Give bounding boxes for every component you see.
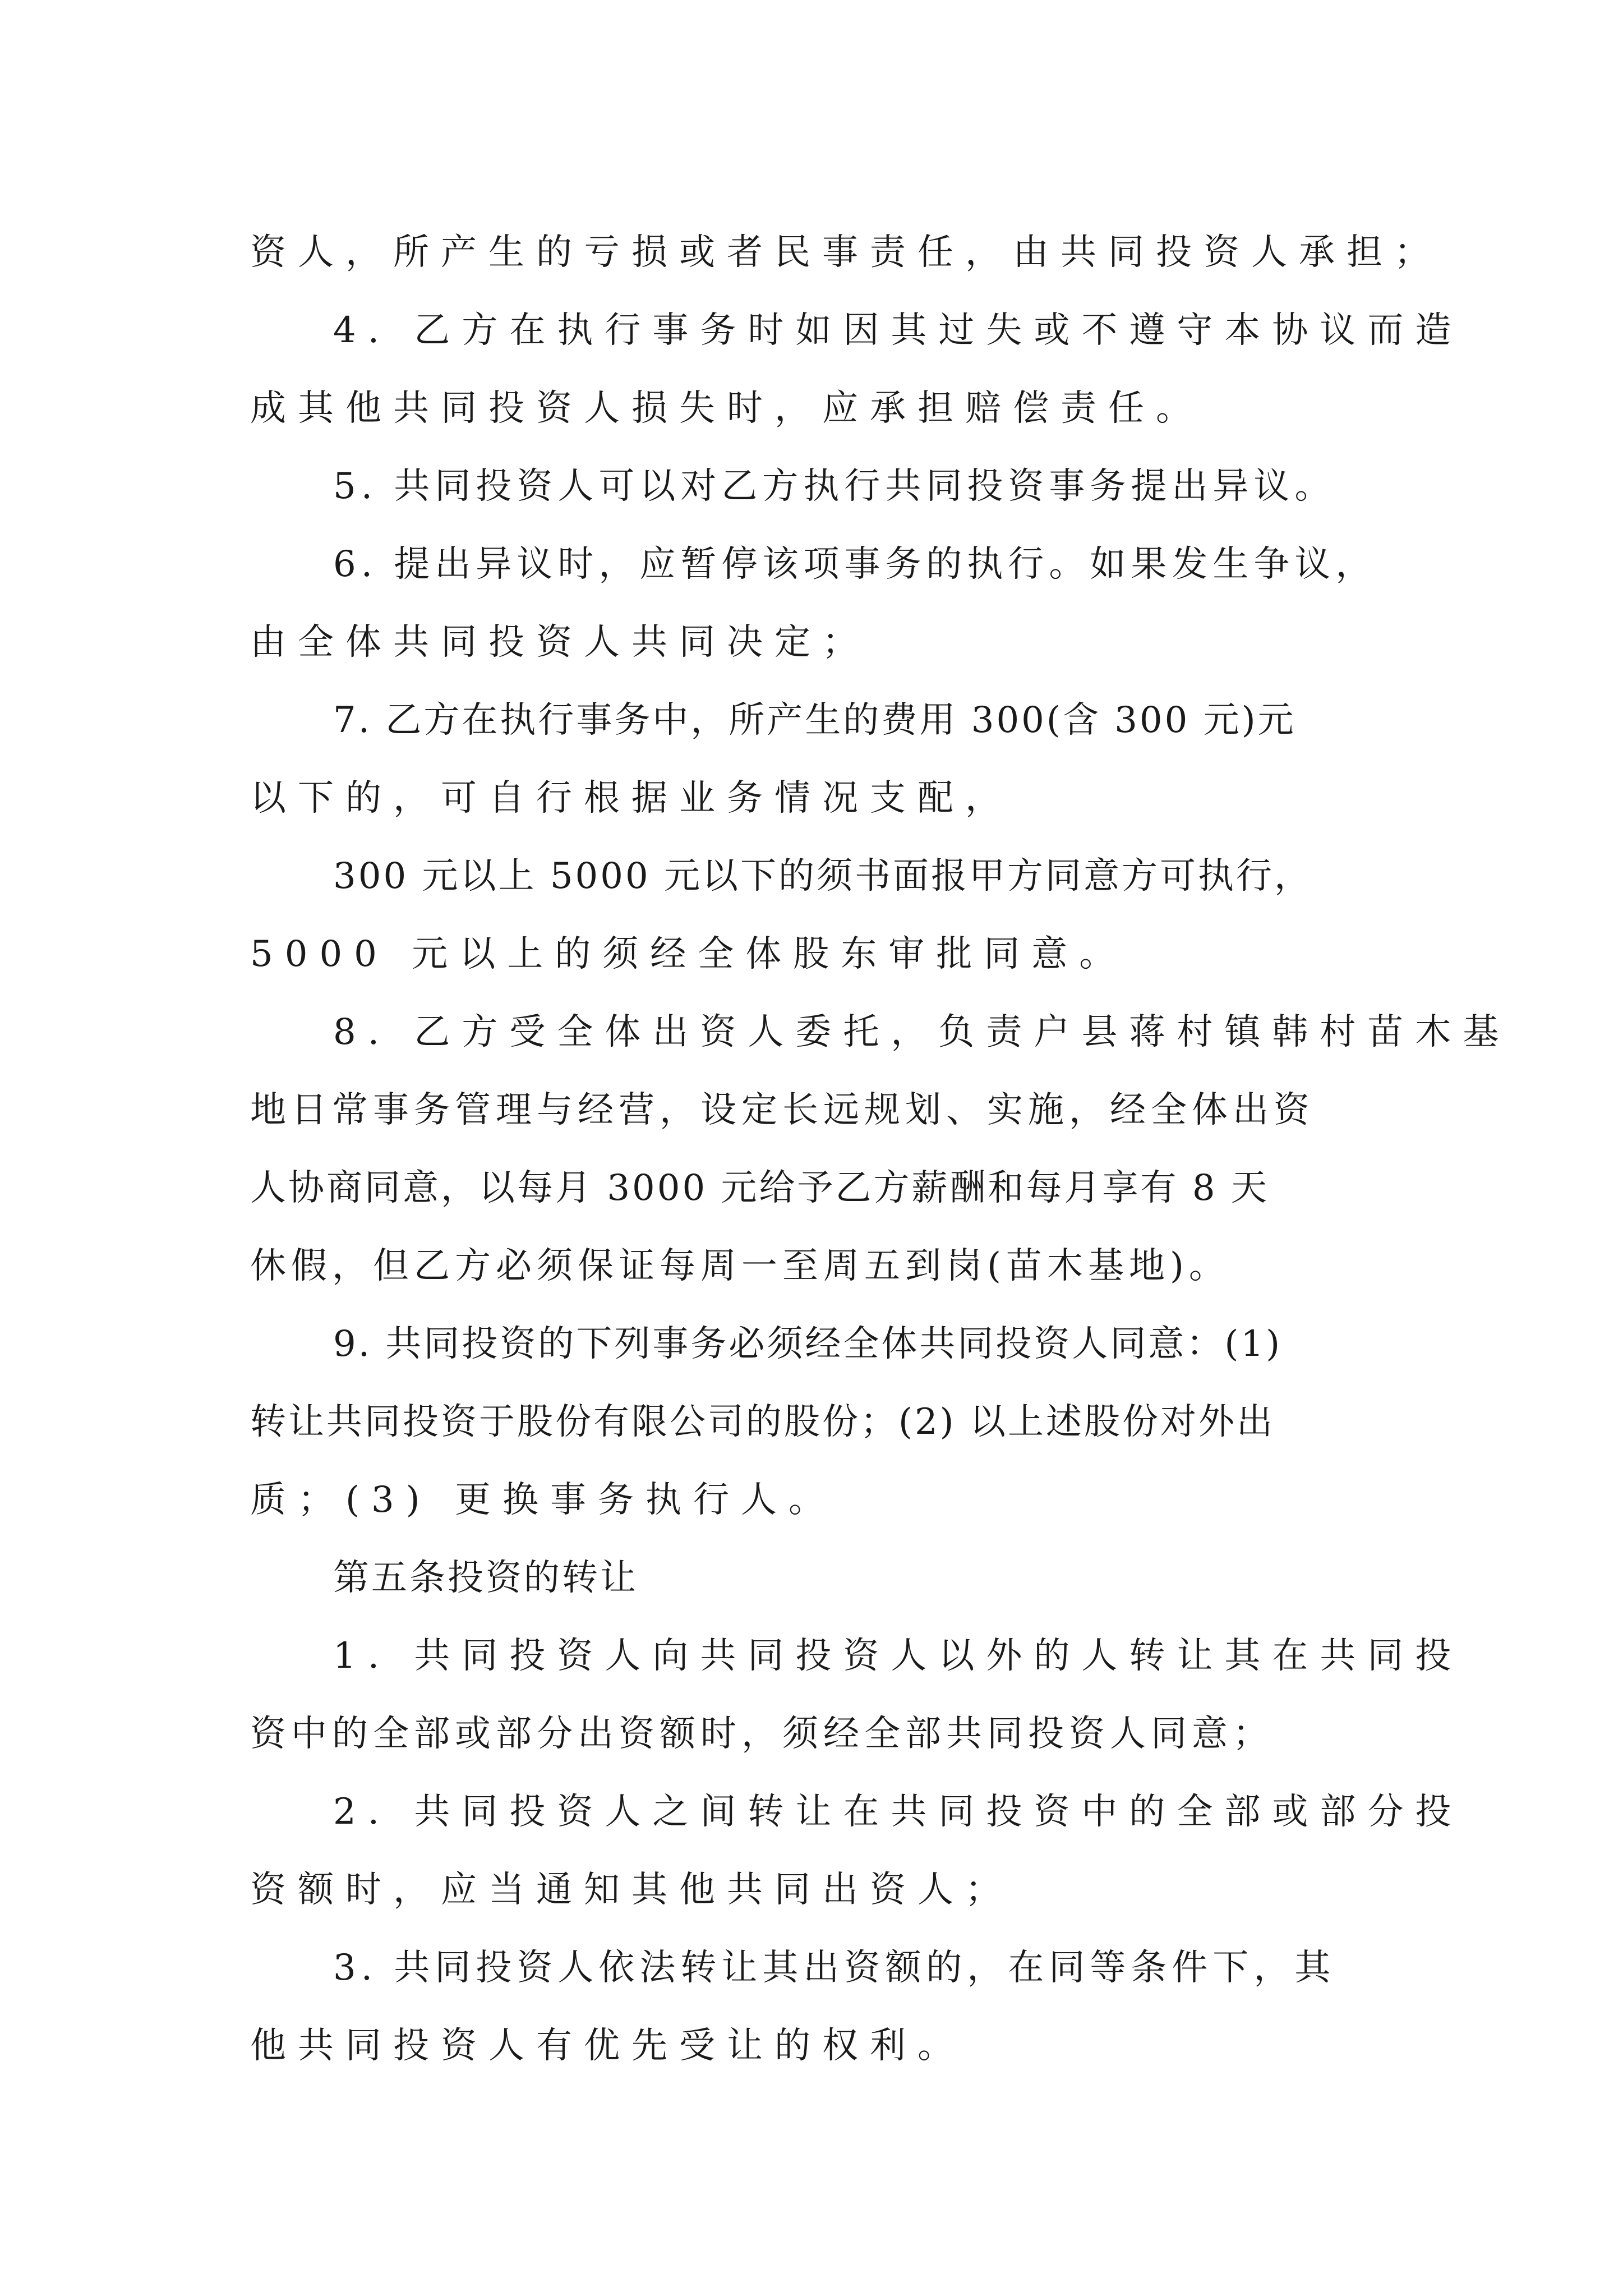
- text-line: 由全体共同投资人共同决定；: [250, 622, 870, 663]
- text-line: 5. 共同投资人可以对乙方执行共同投资事务提出异议。: [333, 466, 1336, 507]
- text-line: 2. 共同投资人之间转让在共同投资中的全部或部分投: [333, 1791, 1463, 1833]
- text-line: 3. 共同投资人依法转让其出资额的，在同等条件下，其: [333, 1947, 1336, 1989]
- text-line: 7. 乙方在执行事务中，所产生的费用 300(含 300 元)元: [333, 700, 1296, 741]
- text-line: 他共同投资人有优先受让的权利。: [250, 2025, 965, 2067]
- section-heading: 第五条投资的转让: [333, 1557, 638, 1599]
- text-line: 1. 共同投资人向共同投资人以外的人转让其在共同投: [333, 1635, 1463, 1677]
- text-line: 地日常事务管理与经营，设定长远规划、实施，经全体出资: [250, 1089, 1315, 1131]
- text-line: 休假，但乙方必须保证每周一至周五到岗(苗木基地)。: [250, 1245, 1230, 1287]
- text-line: 300 元以上 5000 元以下的须书面报甲方同意方可执行，: [333, 855, 1313, 897]
- text-line: 人协商同意，以每月 3000 元给予乙方薪酬和每月享有 8 天: [250, 1167, 1269, 1209]
- text-line: 质；(3) 更换事务执行人。: [250, 1479, 836, 1521]
- text-line: 转让共同投资于股份有限公司的股份；(2) 以上述股份对外出: [250, 1401, 1275, 1443]
- text-line: 4. 乙方在执行事务时如因其过失或不遵守本协议而造: [333, 310, 1463, 351]
- text-line: 成其他共同投资人损失时，应承担赔偿责任。: [250, 388, 1204, 429]
- text-line: 8. 乙方受全体出资人委托，负责户县蒋村镇韩村苗木基: [333, 1011, 1511, 1053]
- text-line: 9. 共同投资的下列事务必须经全体共同投资人同意：(1): [333, 1323, 1283, 1365]
- text-line: 5000 元以上的须经全体股东审批同意。: [250, 933, 1127, 975]
- text-line: 资额时，应当通知其他共同出资人；: [250, 1869, 1013, 1911]
- text-line: 资中的全部或部分出资额时，须经全部共同投资人同意；: [250, 1713, 1274, 1755]
- text-line: 以下的，可自行根据业务情况支配，: [250, 777, 1013, 819]
- text-line: 资人，所产生的亏损或者民事责任，由共同投资人承担；: [250, 232, 1442, 273]
- document-body: [250, 214, 1511, 2085]
- text-line: 6. 提出异议时，应暂停该项事务的执行。如果发生争议，: [333, 544, 1377, 585]
